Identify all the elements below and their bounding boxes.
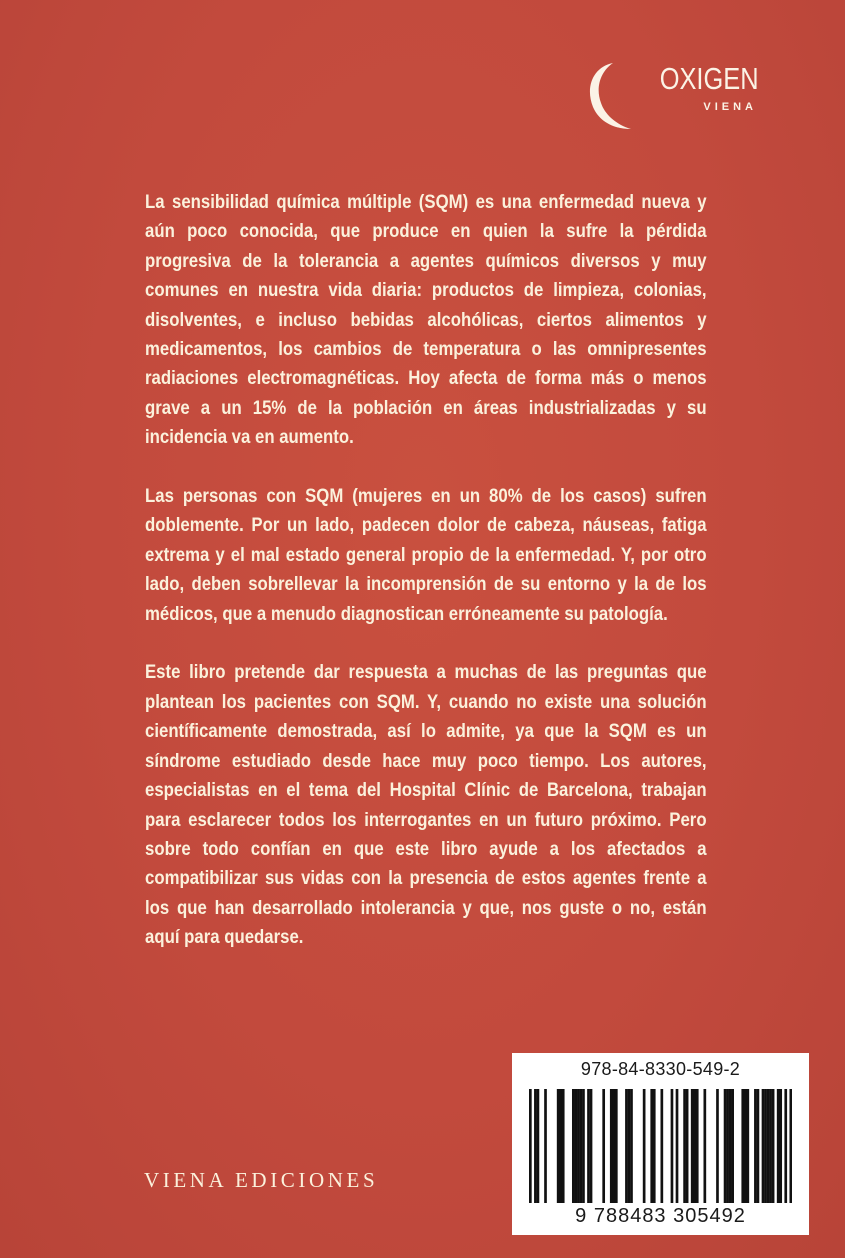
barcode-bar [580, 1089, 583, 1203]
barcode-bar [683, 1089, 686, 1203]
barcode-bar [779, 1089, 782, 1203]
barcode-bar [625, 1089, 628, 1203]
barcode-bar [686, 1089, 689, 1203]
barcode-bar [764, 1089, 767, 1203]
barcode-bar [731, 1089, 734, 1203]
barcode-bar [630, 1089, 633, 1203]
barcode-bar [772, 1089, 775, 1203]
barcode-bar [691, 1089, 694, 1203]
barcode-bar [537, 1089, 540, 1203]
barcode-bar [534, 1089, 537, 1203]
barcode-bar [557, 1089, 560, 1203]
barcode-bar [789, 1089, 792, 1203]
logo-wordmark: OXIGEN [660, 61, 759, 96]
barcode-bar [610, 1089, 613, 1203]
barcode-bar [650, 1089, 653, 1203]
barcode-bar [661, 1089, 664, 1203]
barcode-bar [744, 1089, 747, 1203]
blurb-paragraph: Este libro pretende dar respuesta a muchas de las preguntas que plantean los pacientes con SQM. Y, cuando no existe una solución científicamente demostrada, así lo admite, ya que la SQM es un síndrome estudiado desde hace muy poco tiempo. Los autores, especialistas en el tema del Hospital Clínic de Barcelona, trabajan para esclarecer todos los interrogantes en un futuro próximo. Pero sobre todo confían en que este libro ayude a los afectados a compatibilizar sus vidas con la presencia de estos agentes frente a los que han desarrollado intolerancia y que, nos guste o no, están aquí para quedarse. [145, 661, 707, 949]
barcode-bar [562, 1089, 565, 1203]
logo-subtitle: VIENA [703, 101, 757, 113]
barcode-bar [724, 1089, 727, 1203]
barcode-bar [575, 1089, 578, 1203]
barcode-bar [653, 1089, 656, 1203]
barcode-bar [590, 1089, 593, 1203]
barcode-bar [582, 1089, 585, 1203]
barcode-bar [703, 1089, 706, 1203]
barcode-bar [544, 1089, 547, 1203]
barcode-bar [671, 1089, 674, 1203]
barcode-bar [726, 1089, 729, 1203]
barcode-bar [762, 1089, 765, 1203]
barcode-bar [577, 1089, 580, 1203]
barcode-bar [784, 1089, 787, 1203]
barcode-bar [602, 1089, 605, 1203]
barcode-bar [612, 1089, 615, 1203]
barcode-bar [757, 1089, 760, 1203]
logo-arc-icon [579, 57, 649, 137]
barcode-bar [777, 1089, 780, 1203]
barcode-icon [529, 1089, 792, 1203]
barcode-bar [767, 1089, 770, 1203]
barcode-bar [559, 1089, 562, 1203]
barcode-bar [754, 1089, 757, 1203]
barcode-bar [676, 1089, 679, 1203]
barcode-bar [693, 1089, 696, 1203]
barcode-bar [615, 1089, 618, 1203]
barcode-bar [741, 1089, 744, 1203]
barcode-bar [572, 1089, 575, 1203]
barcode-bar [696, 1089, 699, 1203]
barcode-bar [716, 1089, 719, 1203]
blurb [145, 188, 707, 982]
barcode-bar [643, 1089, 646, 1203]
barcode-bar [529, 1089, 532, 1203]
barcode-panel [512, 1053, 809, 1235]
barcode-bar [769, 1089, 772, 1203]
barcode-bar [587, 1089, 590, 1203]
barcode-bar [746, 1089, 749, 1203]
blurb-paragraph: Las personas con SQM (mujeres en un 80% de los casos) sufren doblemente. Por un lado, padecen dolor de cabeza, náuseas, fatiga extrema y el mal estado general propio de la enfermedad. Y, por otro lado, deben sobrellevar la incomprensión de su entorno y la de los médicos, que a menudo diagnostican erróneamente su patología. [145, 485, 707, 625]
barcode-bar [628, 1089, 631, 1203]
blurb-paragraph: La sensibilidad química múltiple (SQM) es una enfermedad nueva y aún poco conocida, que produce en quien la sufre la pérdida progresiva de la tolerancia a agentes químicos diversos y muy comunes en nuestra vida diaria: productos de limpieza, colonias, disolventes, e incluso bebidas alcohólicas, ciertos alimentos y medicamentos, los cambios de temperatura o las omnipresentes radiaciones electromagnéticas. Hoy afecta de forma más o menos grave a un 15% de la población en áreas industrializadas y su incidencia va en aumento. [145, 191, 707, 449]
publisher-logo [579, 57, 759, 137]
ean-number: 9 788483 305492 [575, 1205, 746, 1227]
barcode-bar [729, 1089, 732, 1203]
publisher-name: VIENA EDICIONES [144, 1168, 379, 1192]
isbn-number: 978-84-8330-549-2 [580, 1059, 741, 1079]
